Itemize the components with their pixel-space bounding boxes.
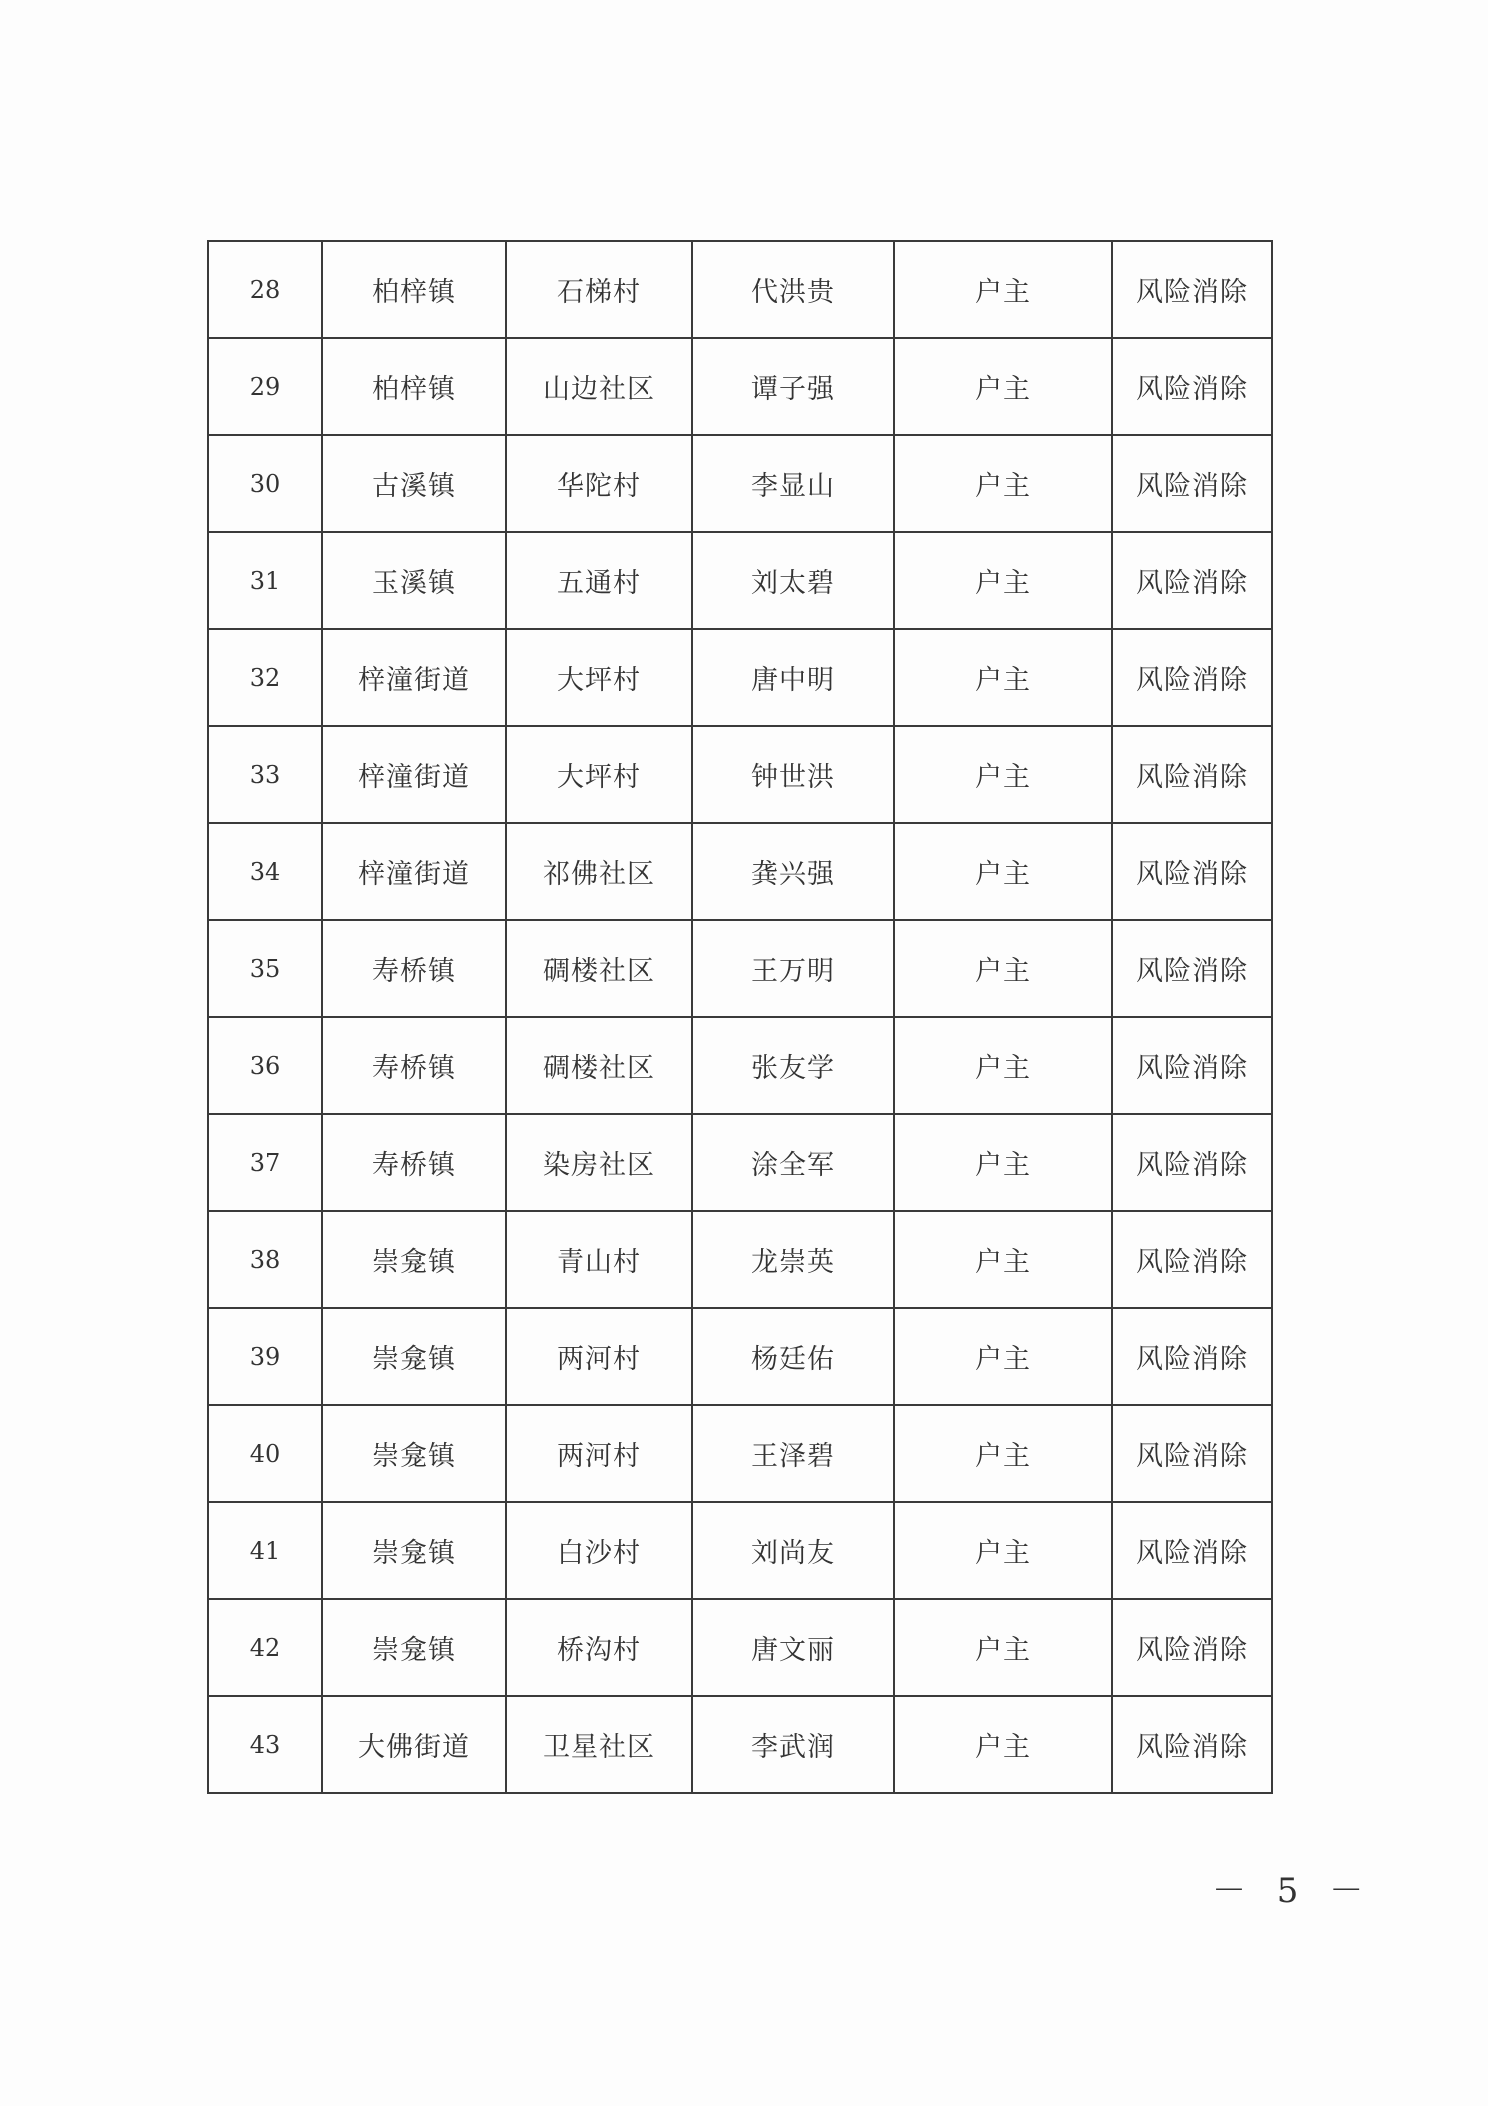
- cell-name: 张友学: [692, 1017, 894, 1114]
- cell-relation: 户主: [894, 1211, 1112, 1308]
- cell-village: 桥沟村: [506, 1599, 692, 1696]
- page-number: － 5 －: [1212, 1871, 1374, 1911]
- table-row: [208, 1599, 1272, 1696]
- cell-status: 风险消除: [1112, 1017, 1272, 1114]
- cell-status: 风险消除: [1112, 1696, 1272, 1793]
- cell-status: 风险消除: [1112, 1211, 1272, 1308]
- cell-town: 崇龛镇: [322, 1211, 506, 1308]
- cell-name: 龚兴强: [692, 823, 894, 920]
- table-row: [208, 1696, 1272, 1793]
- cell-status: 风险消除: [1112, 726, 1272, 823]
- cell-relation: 户主: [894, 1308, 1112, 1405]
- cell-name: 刘尚友: [692, 1502, 894, 1599]
- cell-town: 柏梓镇: [322, 241, 506, 338]
- cell-relation: 户主: [894, 435, 1112, 532]
- cell-relation: 户主: [894, 1502, 1112, 1599]
- cell-relation: 户主: [894, 629, 1112, 726]
- cell-status: 风险消除: [1112, 629, 1272, 726]
- cell-status: 风险消除: [1112, 435, 1272, 532]
- cell-name: 谭子强: [692, 338, 894, 435]
- cell-number: 35: [208, 920, 322, 1017]
- table-row: [208, 1308, 1272, 1405]
- cell-village: 青山村: [506, 1211, 692, 1308]
- cell-village: 染房社区: [506, 1114, 692, 1211]
- cell-name: 唐文丽: [692, 1599, 894, 1696]
- cell-relation: 户主: [894, 726, 1112, 823]
- cell-town: 玉溪镇: [322, 532, 506, 629]
- cell-town: 梓潼街道: [322, 629, 506, 726]
- cell-relation: 户主: [894, 920, 1112, 1017]
- cell-number: 42: [208, 1599, 322, 1696]
- cell-village: 卫星社区: [506, 1696, 692, 1793]
- cell-name: 王泽碧: [692, 1405, 894, 1502]
- cell-village: 大坪村: [506, 629, 692, 726]
- cell-village: 山边社区: [506, 338, 692, 435]
- cell-number: 36: [208, 1017, 322, 1114]
- cell-name: 代洪贵: [692, 241, 894, 338]
- cell-name: 王万明: [692, 920, 894, 1017]
- table-row: [208, 435, 1272, 532]
- cell-relation: 户主: [894, 1405, 1112, 1502]
- cell-village: 五通村: [506, 532, 692, 629]
- cell-name: 龙崇英: [692, 1211, 894, 1308]
- cell-village: 华陀村: [506, 435, 692, 532]
- cell-number: 29: [208, 338, 322, 435]
- cell-number: 34: [208, 823, 322, 920]
- cell-name: 杨廷佑: [692, 1308, 894, 1405]
- cell-status: 风险消除: [1112, 1114, 1272, 1211]
- cell-village: 大坪村: [506, 726, 692, 823]
- cell-village: 白沙村: [506, 1502, 692, 1599]
- cell-town: 梓潼街道: [322, 823, 506, 920]
- table-row: [208, 1017, 1272, 1114]
- cell-name: 李显山: [692, 435, 894, 532]
- table-row: [208, 241, 1272, 338]
- cell-town: 崇龛镇: [322, 1502, 506, 1599]
- cell-number: 33: [208, 726, 322, 823]
- cell-village: 碉楼社区: [506, 920, 692, 1017]
- cell-relation: 户主: [894, 1017, 1112, 1114]
- cell-town: 崇龛镇: [322, 1308, 506, 1405]
- cell-status: 风险消除: [1112, 1599, 1272, 1696]
- cell-number: 28: [208, 241, 322, 338]
- cell-relation: 户主: [894, 1599, 1112, 1696]
- cell-relation: 户主: [894, 241, 1112, 338]
- cell-status: 风险消除: [1112, 532, 1272, 629]
- table-row: [208, 1211, 1272, 1308]
- cell-name: 李武润: [692, 1696, 894, 1793]
- cell-town: 梓潼街道: [322, 726, 506, 823]
- cell-town: 大佛街道: [322, 1696, 506, 1793]
- cell-status: 风险消除: [1112, 823, 1272, 920]
- cell-town: 古溪镇: [322, 435, 506, 532]
- cell-relation: 户主: [894, 338, 1112, 435]
- cell-relation: 户主: [894, 532, 1112, 629]
- cell-village: 两河村: [506, 1405, 692, 1502]
- cell-town: 崇龛镇: [322, 1405, 506, 1502]
- table-row: [208, 823, 1272, 920]
- cell-village: 两河村: [506, 1308, 692, 1405]
- table-row: [208, 532, 1272, 629]
- table-container: [207, 240, 1271, 1794]
- cell-number: 37: [208, 1114, 322, 1211]
- table-body: [208, 241, 1272, 1793]
- table-row: [208, 338, 1272, 435]
- cell-name: 钟世洪: [692, 726, 894, 823]
- cell-number: 39: [208, 1308, 322, 1405]
- table-row: [208, 726, 1272, 823]
- table-row: [208, 1502, 1272, 1599]
- cell-village: 祁佛社区: [506, 823, 692, 920]
- cell-number: 38: [208, 1211, 322, 1308]
- cell-status: 风险消除: [1112, 338, 1272, 435]
- cell-relation: 户主: [894, 1114, 1112, 1211]
- cell-status: 风险消除: [1112, 241, 1272, 338]
- cell-status: 风险消除: [1112, 1405, 1272, 1502]
- table-row: [208, 629, 1272, 726]
- cell-name: 涂全军: [692, 1114, 894, 1211]
- cell-number: 30: [208, 435, 322, 532]
- cell-relation: 户主: [894, 1696, 1112, 1793]
- cell-town: 寿桥镇: [322, 1114, 506, 1211]
- cell-town: 崇龛镇: [322, 1599, 506, 1696]
- table-row: [208, 920, 1272, 1017]
- cell-number: 40: [208, 1405, 322, 1502]
- cell-relation: 户主: [894, 823, 1112, 920]
- cell-town: 寿桥镇: [322, 920, 506, 1017]
- cell-town: 柏梓镇: [322, 338, 506, 435]
- cell-town: 寿桥镇: [322, 1017, 506, 1114]
- cell-status: 风险消除: [1112, 1308, 1272, 1405]
- cell-village: 石梯村: [506, 241, 692, 338]
- household-table: [207, 240, 1273, 1794]
- cell-status: 风险消除: [1112, 1502, 1272, 1599]
- cell-number: 41: [208, 1502, 322, 1599]
- cell-number: 31: [208, 532, 322, 629]
- cell-number: 43: [208, 1696, 322, 1793]
- table-row: [208, 1405, 1272, 1502]
- cell-status: 风险消除: [1112, 920, 1272, 1017]
- cell-name: 唐中明: [692, 629, 894, 726]
- table-row: [208, 1114, 1272, 1211]
- cell-name: 刘太碧: [692, 532, 894, 629]
- cell-number: 32: [208, 629, 322, 726]
- cell-village: 碉楼社区: [506, 1017, 692, 1114]
